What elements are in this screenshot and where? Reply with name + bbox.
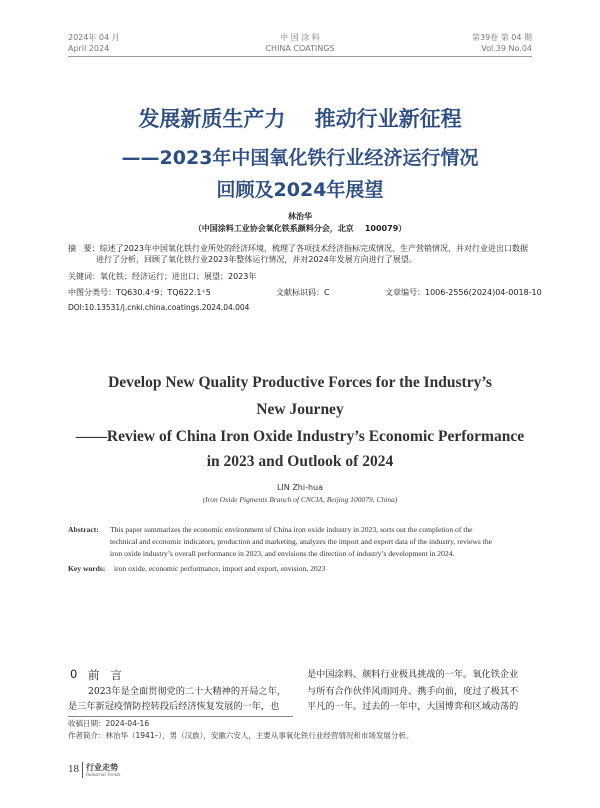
cn-abstract	[68, 243, 532, 254]
footer-divider	[82, 762, 83, 778]
footer-section-cn: 行业走势	[86, 763, 118, 772]
header-divider	[68, 56, 532, 57]
section-title: 前 言	[88, 668, 122, 682]
en-keywords: iron oxide, economic performance, import and export, envision, 2023	[114, 564, 326, 573]
header-journal-cn: 中 国 涂 料	[280, 33, 320, 42]
footnote-divider	[68, 716, 293, 717]
header-volume-cn: 第39卷 第 04 期	[472, 33, 532, 42]
cn-abstract-label: 摘 要：	[68, 244, 100, 253]
footnote-author-bio: 作者简介：林治华（1941–），男（汉族），安徽六安人，主要从事氧化铁行业经营情况和市场发展分析。	[68, 731, 414, 740]
cn-abstract-line2: 进行了分析，回顾了氧化铁行业2023年整体运行情况，并对2024年发展方向进行了展望。	[96, 255, 417, 264]
en-title-line1: Develop New Quality Productive Forces for the Industry’s	[108, 374, 492, 391]
body-left-line1: 2023年是全面贯彻党的二十大精神的开局之年，	[88, 686, 286, 697]
en-abstract-line1: This paper summarizes the economic environment of China iron oxide industry in 2023, sorts out the completion of the	[110, 525, 473, 534]
body-left-line2: 是三年新冠疫情防控转段后经济恢复发展的一年，也	[68, 701, 280, 712]
en-title-line4: in 2023 and Outlook of 2024	[206, 453, 394, 470]
cn-doc-code: 文献标识码：C	[276, 288, 330, 297]
en-title-line3: ——Review of China Iron Oxide Industry’s Economic Performance	[75, 428, 525, 445]
en-keywords-label: Key words:	[68, 564, 106, 573]
en-abstract-label: Abstract:	[68, 525, 99, 534]
footer-section-en: Industrial Trends	[86, 773, 121, 778]
en-title-line2: New Journey	[256, 401, 344, 418]
en-abstract-line3: iron oxide industry’s overall performance in 2023, and envisions the direction of industry’s development in 2024.	[110, 549, 455, 558]
header-date-cn: 2024年 04 月	[68, 33, 120, 42]
cn-clc: 中图分类号：TQ630.4⁺9；TQ622.1⁺5	[68, 288, 211, 297]
footnote-received: 收稿日期：2024-04-16	[68, 719, 150, 728]
cn-abstract-line1: 综述了2023年中国氧化铁行业所处的经济环境，梳理了各项技术经济指标完成情况、生产营销情况，并对行业进出口数据	[99, 244, 528, 253]
header-volume-en: Vol.39 No.04	[481, 44, 532, 53]
cn-title-line1: 发展新质生产力 推动行业新征程	[138, 107, 462, 131]
cn-title-line2: ——2023年中国氧化铁行业经济运行情况	[121, 147, 479, 169]
en-abstract-line2: technical and economic indicators, production and marketing, analyzes the import and export data of the industry, reviews the	[110, 537, 493, 546]
cn-author-affiliation: （中国涂料工业协会氧化铁系颜料分会，北京 100079）	[193, 224, 407, 233]
en-author-name: LIN Zhi-hua	[276, 483, 324, 492]
cn-title-line3: 回顾及2024年展望	[216, 179, 384, 201]
en-author-affiliation: (Iron Oxide Pigments Branch of CNCIA, Beijing 100079, China)	[202, 495, 398, 504]
cn-author-name: 林治华	[288, 212, 312, 221]
header-date-en: April 2024	[68, 44, 110, 53]
cn-article-no: 文章编号：1006-2556(2024)04-0018-10	[385, 288, 542, 297]
section-number: 0	[70, 667, 78, 681]
header-journal-en: CHINA COATINGS	[265, 44, 335, 53]
page-number: 18	[68, 763, 79, 775]
body-right-line3: 平凡的一年。过去的一年中，大国博弈和区域动荡的	[307, 701, 519, 712]
cn-keywords: 关键词：氧化铁；经济运行；进出口；展望；2023年	[68, 272, 257, 281]
body-right-line2: 与所有合作伙伴风雨同舟、携手向前，度过了极其不	[307, 686, 519, 697]
body-right-line1: 是中国涂料、颜料行业极具挑战的一年。氧化铁企业	[307, 669, 519, 680]
doi: DOI:10.13531/j.cnki.china.coatings.2024.04.004	[68, 303, 250, 312]
